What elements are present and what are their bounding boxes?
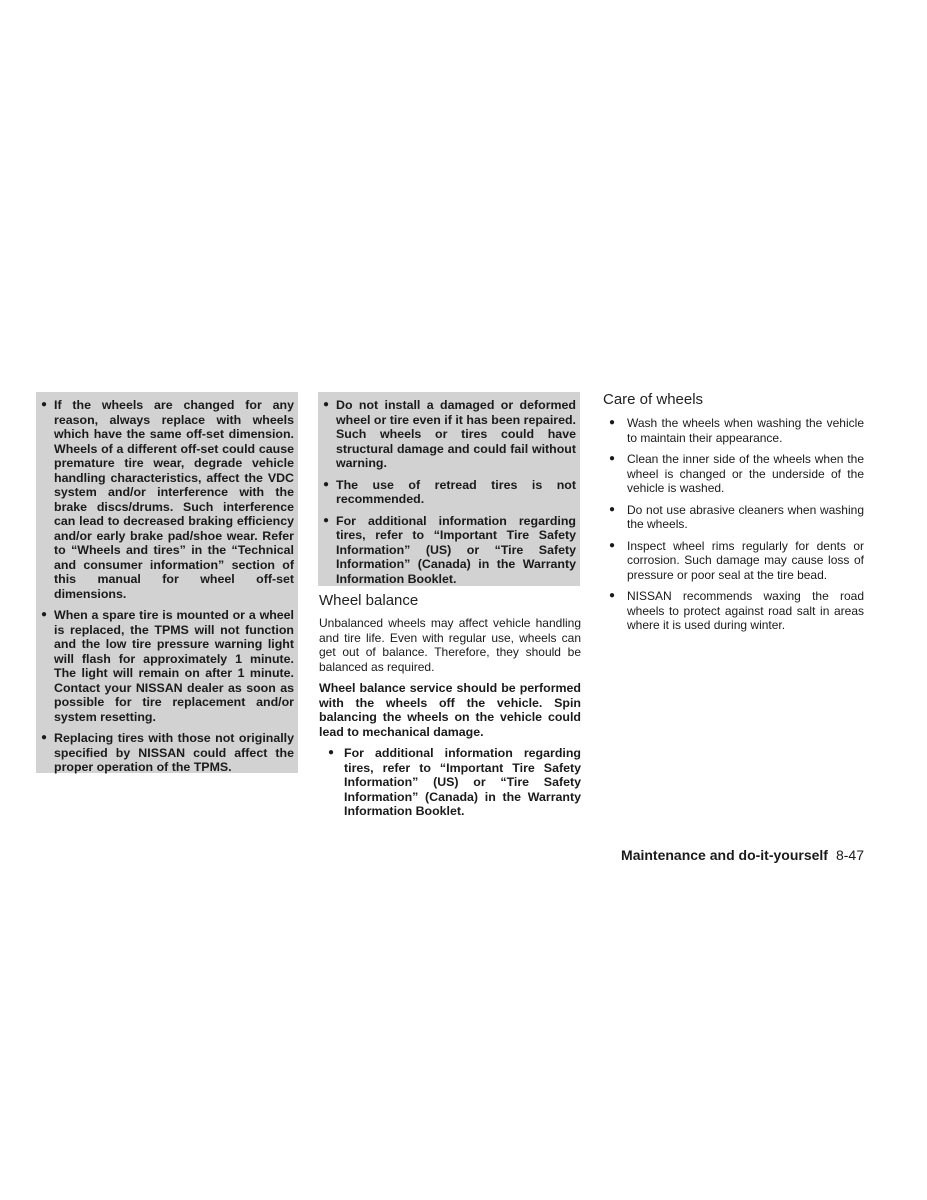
list-item: ● When a spare tire is mounted or a wheel is replaced, the TPMS will not function and the low tire pressure warning light will flash for approximately 1 minute. The light will remain on after 1 minute. Contact your NISSAN dealer as soon as possible for tire replacement and/or system resetting. [40,608,294,724]
caution-box-left [36,392,298,773]
list-item: ● For additional information regarding tires, refer to “Important Tire Safety Information” (US) or “Tire Safety Information” (Canada) in the Warranty Information Booklet. [322,514,576,587]
footer-section-title: Maintenance and do-it-yourself [621,847,828,863]
list-item: ● For additional information regarding tires, refer to “Important Tire Safety Information” (US) or “Tire Safety Information” (Canada) in the Warranty Information Booklet. [324,746,581,819]
list-item: ● Inspect wheel rims regularly for dents or corrosion. Such damage may cause loss of pressure or poor seal at the tire bead. [607,539,864,583]
wheel-balance-list [324,746,581,819]
list-item: ● The use of retread tires is not recommended. [322,478,576,507]
caution-box-middle [318,392,580,586]
list-item: ● Wash the wheels when washing the vehicle to maintain their appearance. [607,416,864,445]
wheel-balance-warning: Wheel balance service should be performed with the wheels off the vehicle. Spin balancing the wheels on the vehicle could lead to mechanical damage. [319,681,581,739]
caution-list-middle [322,398,576,586]
section-heading-care-of-wheels: Care of wheels [603,391,704,408]
list-item: ● If the wheels are changed for any reason, always replace with wheels which have the same off-set dimension. Wheels of a different off-set could cause premature tire wear, degrade vehicle handling characteristics, affect the VDC system and/or interference with the brake discs/drums. Such interference can lead to decreased braking efficiency and/or early brake pad/shoe wear. Refer to “Wheels and tires” in the “Technical and consumer information” section of this manual for wheel off-set dimensions. [40,398,294,601]
page-number: 8-47 [835,847,864,863]
caution-list-left [40,398,294,775]
page-footer [621,847,864,863]
care-of-wheels-list [607,416,864,640]
list-item: ● Do not use abrasive cleaners when washing the wheels. [607,503,864,532]
list-item: ● Clean the inner side of the wheels when the wheel is changed or the underside of the vehicle is washed. [607,452,864,496]
list-item: ● Do not install a damaged or deformed wheel or tire even if it has been repaired. Such wheels or tires could have structural damage and could fail without warning. [322,398,576,471]
list-item: ● NISSAN recommends waxing the road wheels to protect against road salt in areas where it is used during winter. [607,589,864,633]
section-heading-wheel-balance: Wheel balance [319,592,419,609]
wheel-balance-paragraph: Unbalanced wheels may affect vehicle handling and tire life. Even with regular use, wheels can get out of balance. Therefore, they should be balanced as required. [319,616,581,674]
list-item: ● Replacing tires with those not originally specified by NISSAN could affect the proper operation of the TPMS. [40,731,294,775]
